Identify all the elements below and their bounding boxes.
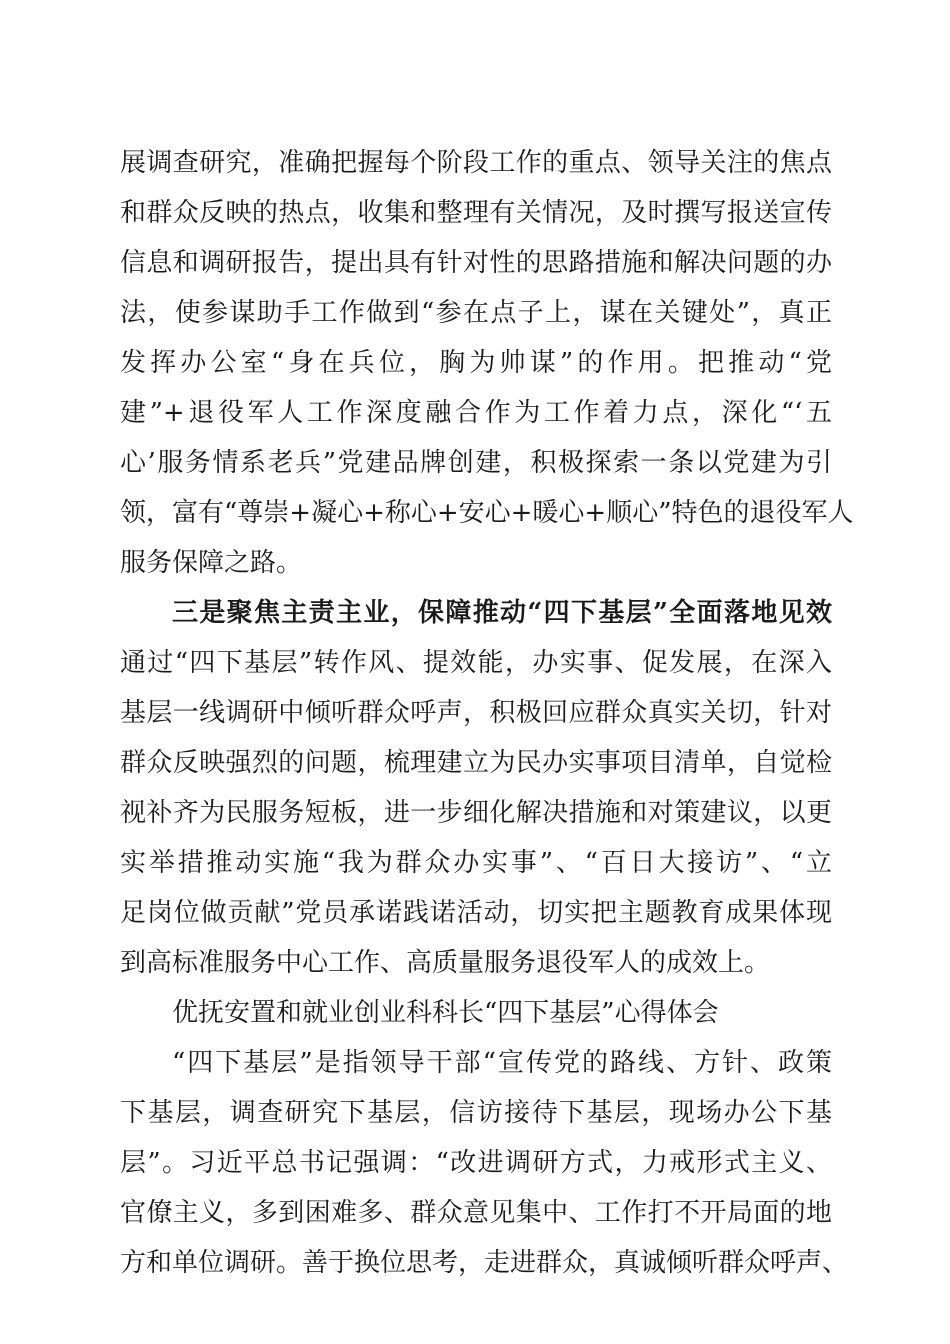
body-text-line: 领，富有“尊崇+凝心+称心+安心+暖心+顺心”特色的退役军人 — [120, 498, 854, 528]
body-text-line: “四下基层”是指领导干部“宣传党的路线、方针、政策 — [172, 1048, 832, 1078]
body-text-line: 下基层，调查研究下基层，信访接待下基层，现场办公下基 — [120, 1098, 832, 1128]
body-text-line: 心’服务情系老兵”党建品牌创建，积极探索一条以党建为引 — [120, 448, 832, 478]
body-text-line: 官僚主义，多到困难多、群众意见集中、工作打不开局面的地 — [120, 1198, 832, 1228]
body-text-line: 通过“四下基层”转作风、提效能，办实事、促发展，在深入 — [120, 648, 832, 678]
body-text-line: 到高标准服务中心工作、高质量服务退役军人的成效上。 — [120, 948, 771, 978]
section-heading: 三是聚焦主责主业，保障推动“四下基层”全面落地见效 — [172, 598, 832, 628]
body-text-line: 服务保障之路。 — [120, 548, 303, 578]
document-title: 优抚安置和就业创业科科长“四下基层”心得体会 — [172, 998, 719, 1028]
body-text-line: 层”。习近平总书记强调：“改进调研方式，力戒形式主义、 — [120, 1148, 832, 1178]
body-text-line: 方和单位调研。善于换位思考，走进群众，真诚倾听群众呼声、 — [120, 1248, 849, 1278]
body-text-line: 基层一线调研中倾听群众呼声，积极回应群众真实关切，针对 — [120, 698, 832, 728]
body-text-line: 信息和调研报告，提出具有针对性的思路措施和解决问题的办 — [120, 248, 832, 278]
body-text-line: 展调查研究，准确把握每个阶段工作的重点、领导关注的焦点 — [120, 148, 832, 178]
body-text-line: 群众反映强烈的问题，梳理建立为民办实事项目清单，自觉检 — [120, 748, 832, 778]
body-text-line: 法，使参谋助手工作做到“参在点子上，谋在关键处”，真正 — [120, 298, 832, 328]
body-text-line: 发挥办公室“身在兵位，胸为帅谋”的作用。把推动“党 — [120, 348, 832, 378]
body-text-line: 建”+退役军人工作深度融合作为工作着力点，深化“‘五 — [120, 398, 832, 428]
body-text-line: 视补齐为民服务短板，进一步细化解决措施和对策建议，以更 — [120, 798, 832, 828]
body-text-line: 足岗位做贡献”党员承诺践诺活动，切实把主题教育成果体现 — [120, 898, 832, 928]
body-text-line: 实举措推动实施“我为群众办实事”、“百日大接访”、“立 — [120, 848, 832, 878]
body-text-line: 和群众反映的热点，收集和整理有关情况，及时撰写报送宣传 — [120, 198, 832, 228]
